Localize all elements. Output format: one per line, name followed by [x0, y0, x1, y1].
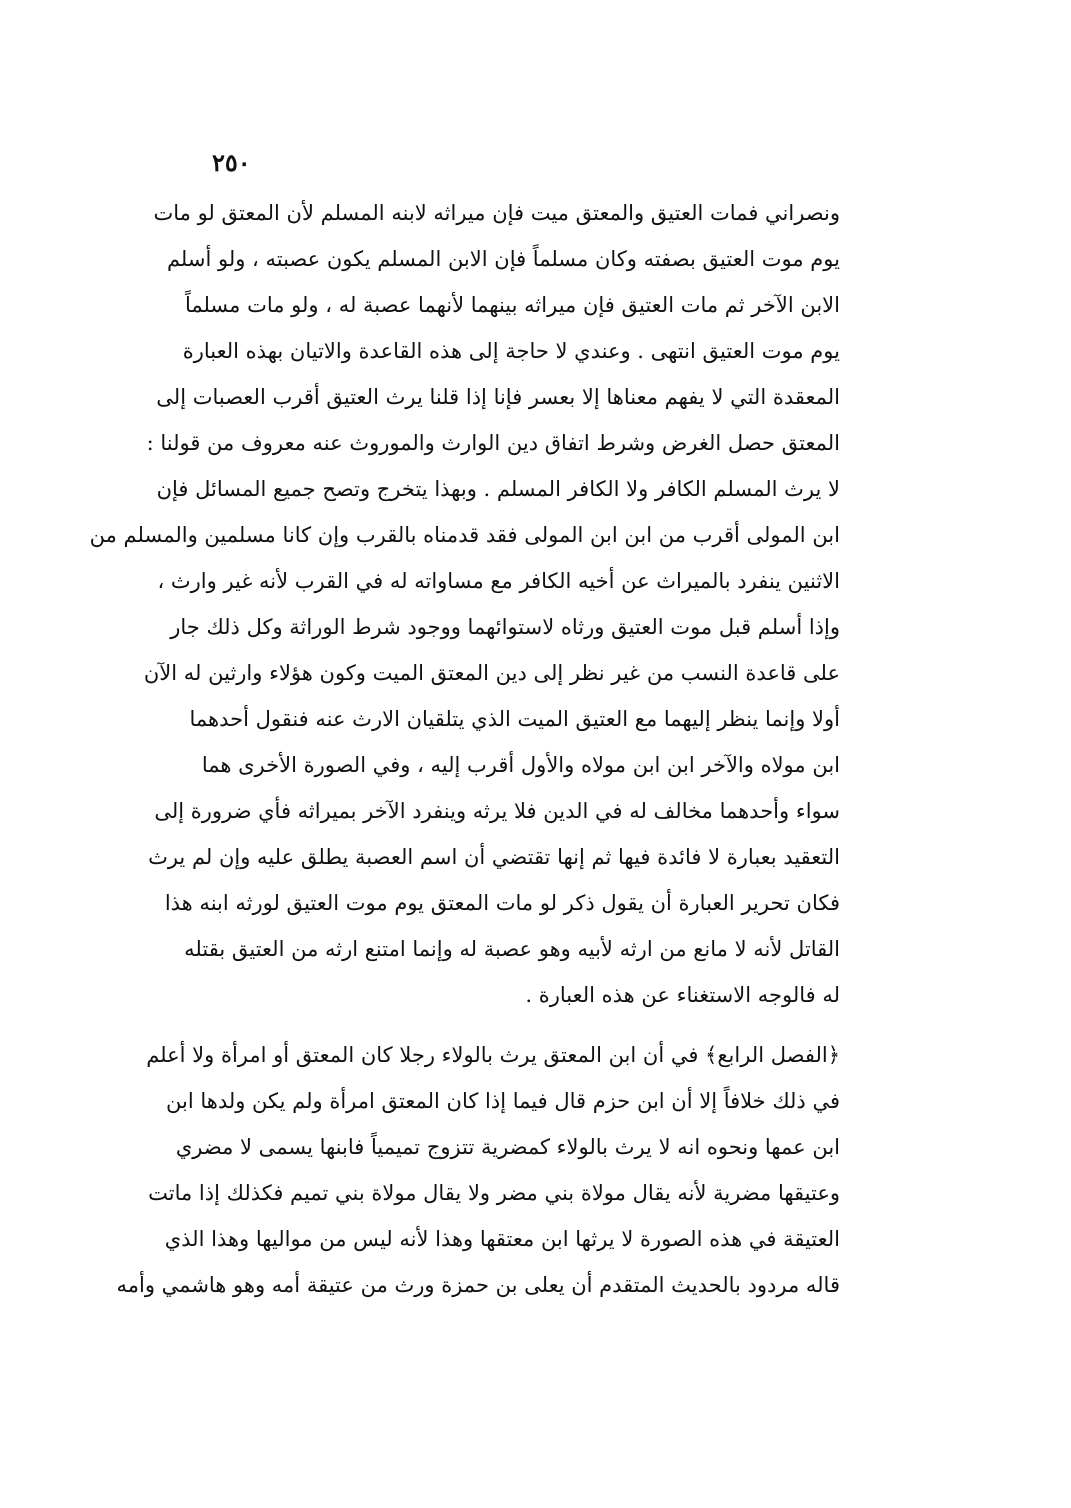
text-line: الابن الآخر ثم مات العتيق فإن ميراثه بينهما لأنهما عصبة له ، ولو مات مسلماً [184, 293, 840, 317]
text-line: التعقيد بعبارة لا فائدة فيها ثم إنها تقتضي أن اسم العصبة يطلق عليه وإن لم يرث [148, 845, 840, 869]
text-line: ونصراني فمات العتيق والمعتق ميت فإن ميراثه لابنه المسلم لأن المعتق لو مات [153, 201, 840, 225]
text-line: ابن المولى أقرب من ابن ابن المولى فقد قدمناه بالقرب وإن كانا مسلمين والمسلم من [89, 523, 840, 547]
text-line: أولا وإنما ينظر إليهما مع العتيق الميت الذي يتلقيان الارث عنه فنقول أحدهما [189, 707, 840, 731]
paragraph-gap [200, 1018, 840, 1032]
text-line: ﴿الفصل الرابع﴾ في أن ابن المعتق يرث بالولاء رجلا كان المعتق أو امرأة ولا أعلم [146, 1043, 840, 1067]
text-line: سواء وأحدهما مخالف له في الدين فلا يرثه وينفرد الآخر بميراثه فأي ضرورة إلى [154, 799, 840, 823]
text-line: ابن مولاه والآخر ابن ابن مولاه والأول أقرب إليه ، وفي الصورة الأخرى هما [201, 753, 840, 777]
text-line: ابن عمها ونحوه انه لا يرث بالولاء كمضرية تتزوج تميمياً فابنها يسمى لا مضري [175, 1135, 840, 1159]
text-line: يوم موت العتيق بصفته وكان مسلماً فإن الابن المسلم يكون عصبته ، ولو أسلم [166, 247, 840, 271]
text-line: لا يرث المسلم الكافر ولا الكافر المسلم . وبهذا يتخرج وتصح جميع المسائل فإن [156, 477, 840, 501]
text-line: الاثنين ينفرد بالميراث عن أخيه الكافر مع مساواته له في القرب لأنه غير وارث ، [157, 569, 840, 593]
text-line: في ذلك خلافاً إلا أن ابن حزم قال فيما إذا كان المعتق امرأة ولم يكن ولدها ابن [166, 1089, 840, 1113]
text-line: وإذا أسلم قبل موت العتيق ورثاه لاستوائهما ووجود شرط الوراثة وكل ذلك جار [170, 615, 840, 639]
text-line: القاتل لأنه لا مانع من ارثه لأبيه وهو عصبة له وإنما امتنع ارثه من العتيق بقتله [184, 937, 840, 961]
text-line: له فالوجه الاستغناء عن هذه العبارة . [525, 983, 840, 1007]
text-line: المعقدة التي لا يفهم معناها إلا بعسر فإنا إذا قلنا يرث العتيق أقرب العصبات إلى [156, 385, 840, 409]
paragraph-2 [116, 1032, 840, 1308]
text-line: وعتيقها مضرية لأنه يقال مولاة بني مضر ولا يقال مولاة بني تميم فكذلك إذا ماتت [148, 1181, 840, 1205]
text-line: العتيقة في هذه الصورة لا يرثها ابن معتقها وهذا لأنه ليس من مواليها وهذا الذي [164, 1227, 840, 1251]
text-line: على قاعدة النسب من غير نظر إلى دين المعتق الميت وكون هؤلاء وارثين له الآن [143, 661, 840, 685]
paragraph-1 [89, 190, 840, 1018]
main-text [89, 190, 840, 1308]
text-line: يوم موت العتيق انتهى . وعندي لا حاجة إلى هذه القاعدة والاتيان بهذه العبارة [182, 339, 840, 363]
text-line: قاله مردود بالحديث المتقدم أن يعلى بن حمزة ورث من عتيقة أمه وهو هاشمي وأمه [116, 1273, 840, 1297]
text-line: المعتق حصل الغرض وشرط اتفاق دين الوارث والموروث عنه معروف من قولنا : [146, 431, 840, 455]
text-line: فكان تحرير العبارة أن يقول ذكر لو مات المعتق يوم موت العتيق لورثه ابنه هذا [164, 891, 840, 915]
page-number: ٢٥٠ [212, 148, 251, 177]
